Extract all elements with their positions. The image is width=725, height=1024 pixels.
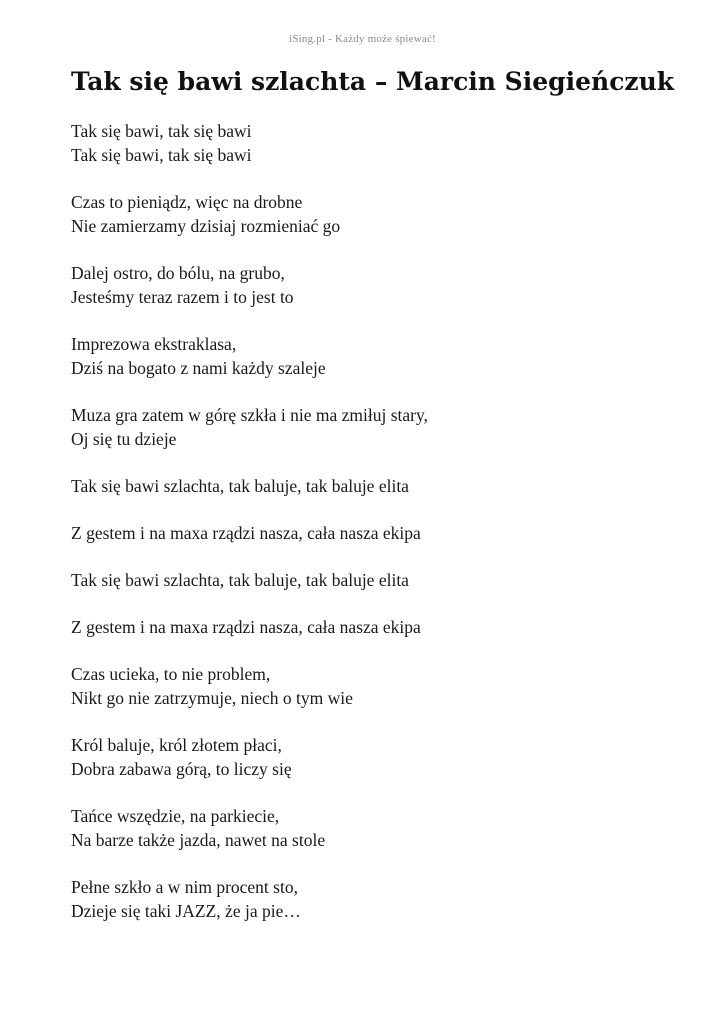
lyrics-body — [71, 119, 691, 946]
lyrics-line: Na barze także jazda, nawet na stole — [71, 830, 326, 850]
lyrics-line: Imprezowa ekstraklasa, — [71, 334, 237, 354]
lyrics-stanza — [71, 119, 691, 167]
lyrics-line: Nie zamierzamy dzisiaj rozmieniać go — [71, 216, 341, 236]
lyrics-stanza — [71, 474, 691, 498]
lyrics-stanza — [71, 521, 691, 545]
lyrics-stanza — [71, 403, 691, 451]
lyrics-line: Tańce wszędzie, na parkiecie, — [71, 806, 280, 826]
lyrics-line: Dziś na bogato z nami każdy szaleje — [71, 358, 326, 378]
lyrics-line: Muza gra zatem w górę szkła i nie ma zmiłuj stary, — [71, 405, 428, 425]
lyrics-line: Dalej ostro, do bólu, na grubo, — [71, 263, 285, 283]
lyrics-line: Oj się tu dzieje — [71, 429, 177, 449]
lyrics-line: Czas to pieniądz, więc na drobne — [71, 192, 303, 212]
lyrics-line: Pełne szkło a w nim procent sto, — [71, 877, 298, 897]
lyrics-line: Nikt go nie zatrzymuje, niech o tym wie — [71, 688, 353, 708]
lyrics-stanza — [71, 261, 691, 309]
lyrics-stanza — [71, 733, 691, 781]
lyrics-line: Król baluje, król złotem płaci, — [71, 735, 282, 755]
lyrics-line: Tak się bawi, tak się bawi — [71, 121, 252, 141]
lyrics-line: Tak się bawi szlachta, tak baluje, tak baluje elita — [71, 570, 409, 590]
lyrics-line: Tak się bawi szlachta, tak baluje, tak baluje elita — [71, 476, 409, 496]
lyrics-stanza — [71, 190, 691, 238]
lyrics-line: Tak się bawi, tak się bawi — [71, 145, 252, 165]
site-header-tagline: iSing.pl - Każdy może śpiewać! — [289, 33, 436, 45]
lyrics-line: Dobra zabawa górą, to liczy się — [71, 759, 292, 779]
lyrics-line: Dzieje się taki JAZZ, że ja pie… — [71, 901, 301, 921]
lyrics-line: Z gestem i na maxa rządzi nasza, cała nasza ekipa — [71, 523, 421, 543]
lyrics-stanza — [71, 875, 691, 923]
lyrics-line: Czas ucieka, to nie problem, — [71, 664, 271, 684]
lyrics-stanza — [71, 568, 691, 592]
lyrics-line: Jesteśmy teraz razem i to jest to — [71, 287, 294, 307]
song-title: Tak się bawi szlachta – Marcin Siegieńczuk — [71, 67, 675, 96]
lyrics-stanza — [71, 662, 691, 710]
lyrics-line: Z gestem i na maxa rządzi nasza, cała nasza ekipa — [71, 617, 421, 637]
lyrics-stanza — [71, 332, 691, 380]
lyrics-stanza — [71, 615, 691, 639]
lyrics-stanza — [71, 804, 691, 852]
